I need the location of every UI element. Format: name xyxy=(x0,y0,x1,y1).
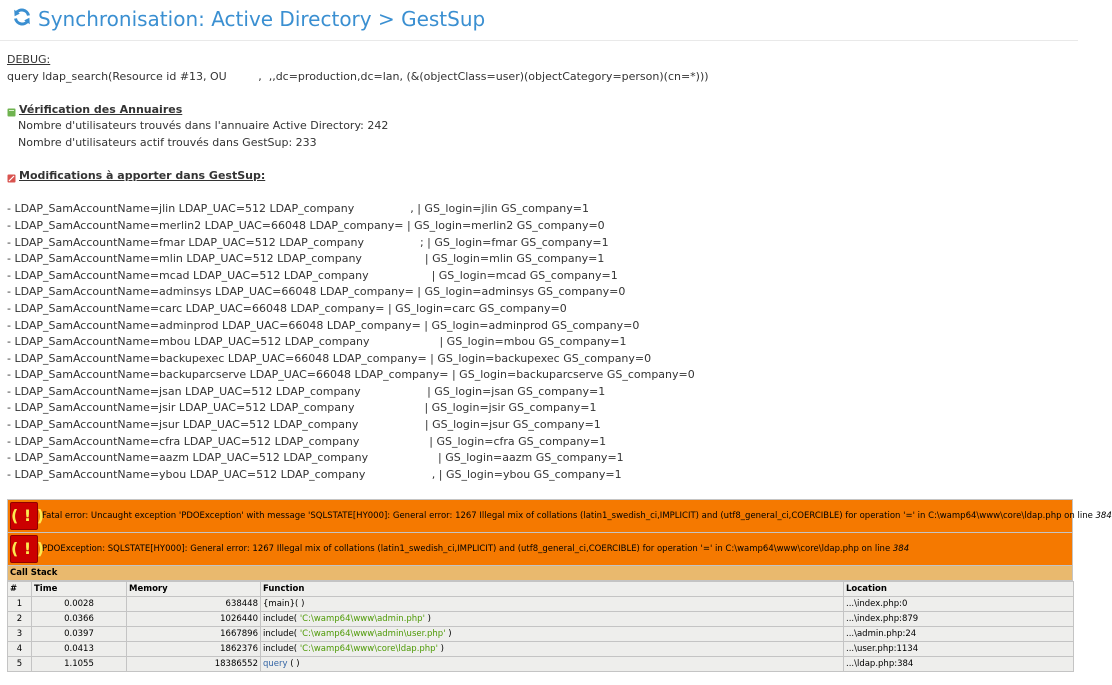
mod-line: - LDAP_SamAccountName=carc LDAP_UAC=66048 LDAP_company= | GS_login=carc GS_company=0 xyxy=(7,301,567,315)
row-location: ...\admin.php:24 xyxy=(844,627,1074,642)
row-time: 0.0397 xyxy=(32,627,127,642)
function-end: ) xyxy=(437,644,444,654)
function-arg: 'C:\wamp64\www\core\ldap.php' xyxy=(299,644,438,654)
gestsup-user-count: Nombre d'utilisateurs actif trouvés dans GestSup: 233 xyxy=(18,135,317,149)
row-function xyxy=(261,627,844,642)
row-location: ...\ldap.php:384 xyxy=(844,657,1074,672)
mod-line: - LDAP_SamAccountName=jsan LDAP_UAC=512 LDAP_company | GS_login=jsan GS_company=1 xyxy=(7,384,606,398)
col-index: # xyxy=(8,582,32,597)
call-stack-header xyxy=(8,582,1074,597)
mod-line: - LDAP_SamAccountName=jsir LDAP_UAC=512 LDAP_company | GS_login=jsir GS_company=1 xyxy=(7,401,597,415)
function-name: include( xyxy=(263,614,300,624)
book-icon xyxy=(7,106,16,115)
row-location: ...\user.php:1134 xyxy=(844,642,1074,657)
pdo-exception-line: 384 xyxy=(892,544,910,554)
pdo-exception-text xyxy=(42,544,909,554)
mod-line: - LDAP_SamAccountName=jsur LDAP_UAC=512 LDAP_company | GS_login=jsur GS_company=1 xyxy=(7,418,601,432)
col-time: Time xyxy=(32,582,127,597)
function-end: ) xyxy=(445,629,452,639)
row-time: 0.0028 xyxy=(32,597,127,612)
function-end: ( ) xyxy=(287,659,300,669)
modifications-heading xyxy=(7,168,1067,185)
fatal-error-row xyxy=(7,499,1112,533)
edit-icon xyxy=(7,172,16,181)
debug-query: query ldap_search(Resource id #13, OU , ,,dc=production,dc=lan, (&(objectClass=user)(objectCategory=person)(cn=*))) xyxy=(7,69,709,83)
row-index: 3 xyxy=(8,627,32,642)
row-index: 2 xyxy=(8,612,32,627)
row-time: 1.1055 xyxy=(32,657,127,672)
page-title: Synchronisation: Active Directory > GestSup xyxy=(38,7,486,31)
debug-label: DEBUG: xyxy=(7,53,51,66)
mod-line: - LDAP_SamAccountName=cfra LDAP_UAC=512 LDAP_company | GS_login=cfra GS_company=1 xyxy=(7,434,607,448)
row-function xyxy=(261,657,844,672)
mod-line: - LDAP_SamAccountName=adminsys LDAP_UAC=66048 LDAP_company= | GS_login=adminsys GS_company=0 xyxy=(7,285,626,299)
row-time: 0.0413 xyxy=(32,642,127,657)
row-memory: 18386552 xyxy=(127,657,261,672)
table-row xyxy=(8,612,1074,627)
modifications-title: Modifications à apporter dans GestSup: xyxy=(19,169,266,183)
function-arg: 'C:\wamp64\www\admin.php' xyxy=(299,614,425,624)
page-header xyxy=(12,4,485,34)
function-end: ) xyxy=(424,614,431,624)
mod-line: - LDAP_SamAccountName=fmar LDAP_UAC=512 LDAP_company ; | GS_login=fmar GS_company=1 xyxy=(7,235,609,249)
mod-line: - LDAP_SamAccountName=merlin2 LDAP_UAC=66048 LDAP_company= | GS_login=merlin2 GS_company=0 xyxy=(7,218,605,232)
row-memory: 638448 xyxy=(127,597,261,612)
function-link[interactable]: query xyxy=(263,659,288,669)
function-arg: 'C:\wamp64\www\admin\user.php' xyxy=(299,629,446,639)
row-memory: 1862376 xyxy=(127,642,261,657)
mod-line: - LDAP_SamAccountName=backuparcserve LDAP_UAC=66048 LDAP_company= | GS_login=backuparcserve GS_company=0 xyxy=(7,368,695,382)
table-row xyxy=(8,597,1074,612)
mod-line: - LDAP_SamAccountName=ybou LDAP_UAC=512 LDAP_company , | GS_login=ybou GS_company=1 xyxy=(7,467,622,481)
pdo-exception-row xyxy=(7,533,1073,566)
row-memory: 1667896 xyxy=(127,627,261,642)
row-index: 5 xyxy=(8,657,32,672)
sync-output xyxy=(7,52,1067,483)
table-row xyxy=(8,657,1074,672)
verification-heading xyxy=(7,102,1067,119)
call-stack-table xyxy=(7,581,1074,672)
fatal-error-text xyxy=(42,511,1112,521)
mod-line: - LDAP_SamAccountName=adminprod LDAP_UAC=66048 LDAP_company= | GS_login=adminprod GS_company=0 xyxy=(7,318,640,332)
mod-line: - LDAP_SamAccountName=jlin LDAP_UAC=512 LDAP_company , | GS_login=jlin GS_company=1 xyxy=(7,202,590,216)
row-location: ...\index.php:879 xyxy=(844,612,1074,627)
mod-line: - LDAP_SamAccountName=mbou LDAP_UAC=512 LDAP_company | GS_login=mbou GS_company=1 xyxy=(7,335,627,349)
function-name: include( xyxy=(263,629,300,639)
call-stack-title: Call Stack xyxy=(7,566,1073,581)
row-function xyxy=(261,597,844,612)
function-name: include( xyxy=(263,644,300,654)
row-index: 1 xyxy=(8,597,32,612)
row-index: 4 xyxy=(8,642,32,657)
col-function: Function xyxy=(261,582,844,597)
function-name: {main}( ) xyxy=(263,599,305,609)
row-memory: 1026440 xyxy=(127,612,261,627)
error-panel xyxy=(7,499,1112,672)
table-row xyxy=(8,642,1074,657)
row-location: ...\index.php:0 xyxy=(844,597,1074,612)
mod-line: - LDAP_SamAccountName=backupexec LDAP_UAC=66048 LDAP_company= | GS_login=backupexec GS_company=0 xyxy=(7,351,652,365)
row-time: 0.0366 xyxy=(32,612,127,627)
row-function xyxy=(261,642,844,657)
refresh-icon xyxy=(12,7,32,31)
pdo-exception-message: PDOException: SQLSTATE[HY000]: General error: 1267 Illegal mix of collations (latin1_swedish_ci,IMPLICIT) and (utf8_general_ci,COERCIBLE) for operation '=' in C:\wamp64\www\core\ldap.php on line xyxy=(42,544,893,554)
error-icon: ( ! ) xyxy=(10,502,38,530)
table-row xyxy=(8,627,1074,642)
col-location: Location xyxy=(844,582,1074,597)
fatal-error-line: 384 xyxy=(1095,511,1112,521)
mod-line: - LDAP_SamAccountName=mcad LDAP_UAC=512 LDAP_company | GS_login=mcad GS_company=1 xyxy=(7,268,618,282)
verification-title: Vérification des Annuaires xyxy=(19,102,183,116)
mod-line: - LDAP_SamAccountName=mlin LDAP_UAC=512 LDAP_company | GS_login=mlin GS_company=1 xyxy=(7,252,605,266)
header-divider xyxy=(0,40,1078,41)
fatal-error-message: Fatal error: Uncaught exception 'PDOException' with message 'SQLSTATE[HY000]: General error: 1267 Illegal mix of collations (latin1_swedish_ci,IMPLICIT) and (utf8_general_ci,COERCIBLE) for operation '=' in C:\wamp64\www\core\ldap.php on line xyxy=(42,511,1096,521)
error-icon: ( ! ) xyxy=(10,535,38,563)
row-function xyxy=(261,612,844,627)
ad-user-count: Nombre d'utilisateurs trouvés dans l'annuaire Active Directory: 242 xyxy=(18,119,389,133)
col-memory: Memory xyxy=(127,582,261,597)
mod-line: - LDAP_SamAccountName=aazm LDAP_UAC=512 LDAP_company | GS_login=aazm GS_company=1 xyxy=(7,451,624,465)
